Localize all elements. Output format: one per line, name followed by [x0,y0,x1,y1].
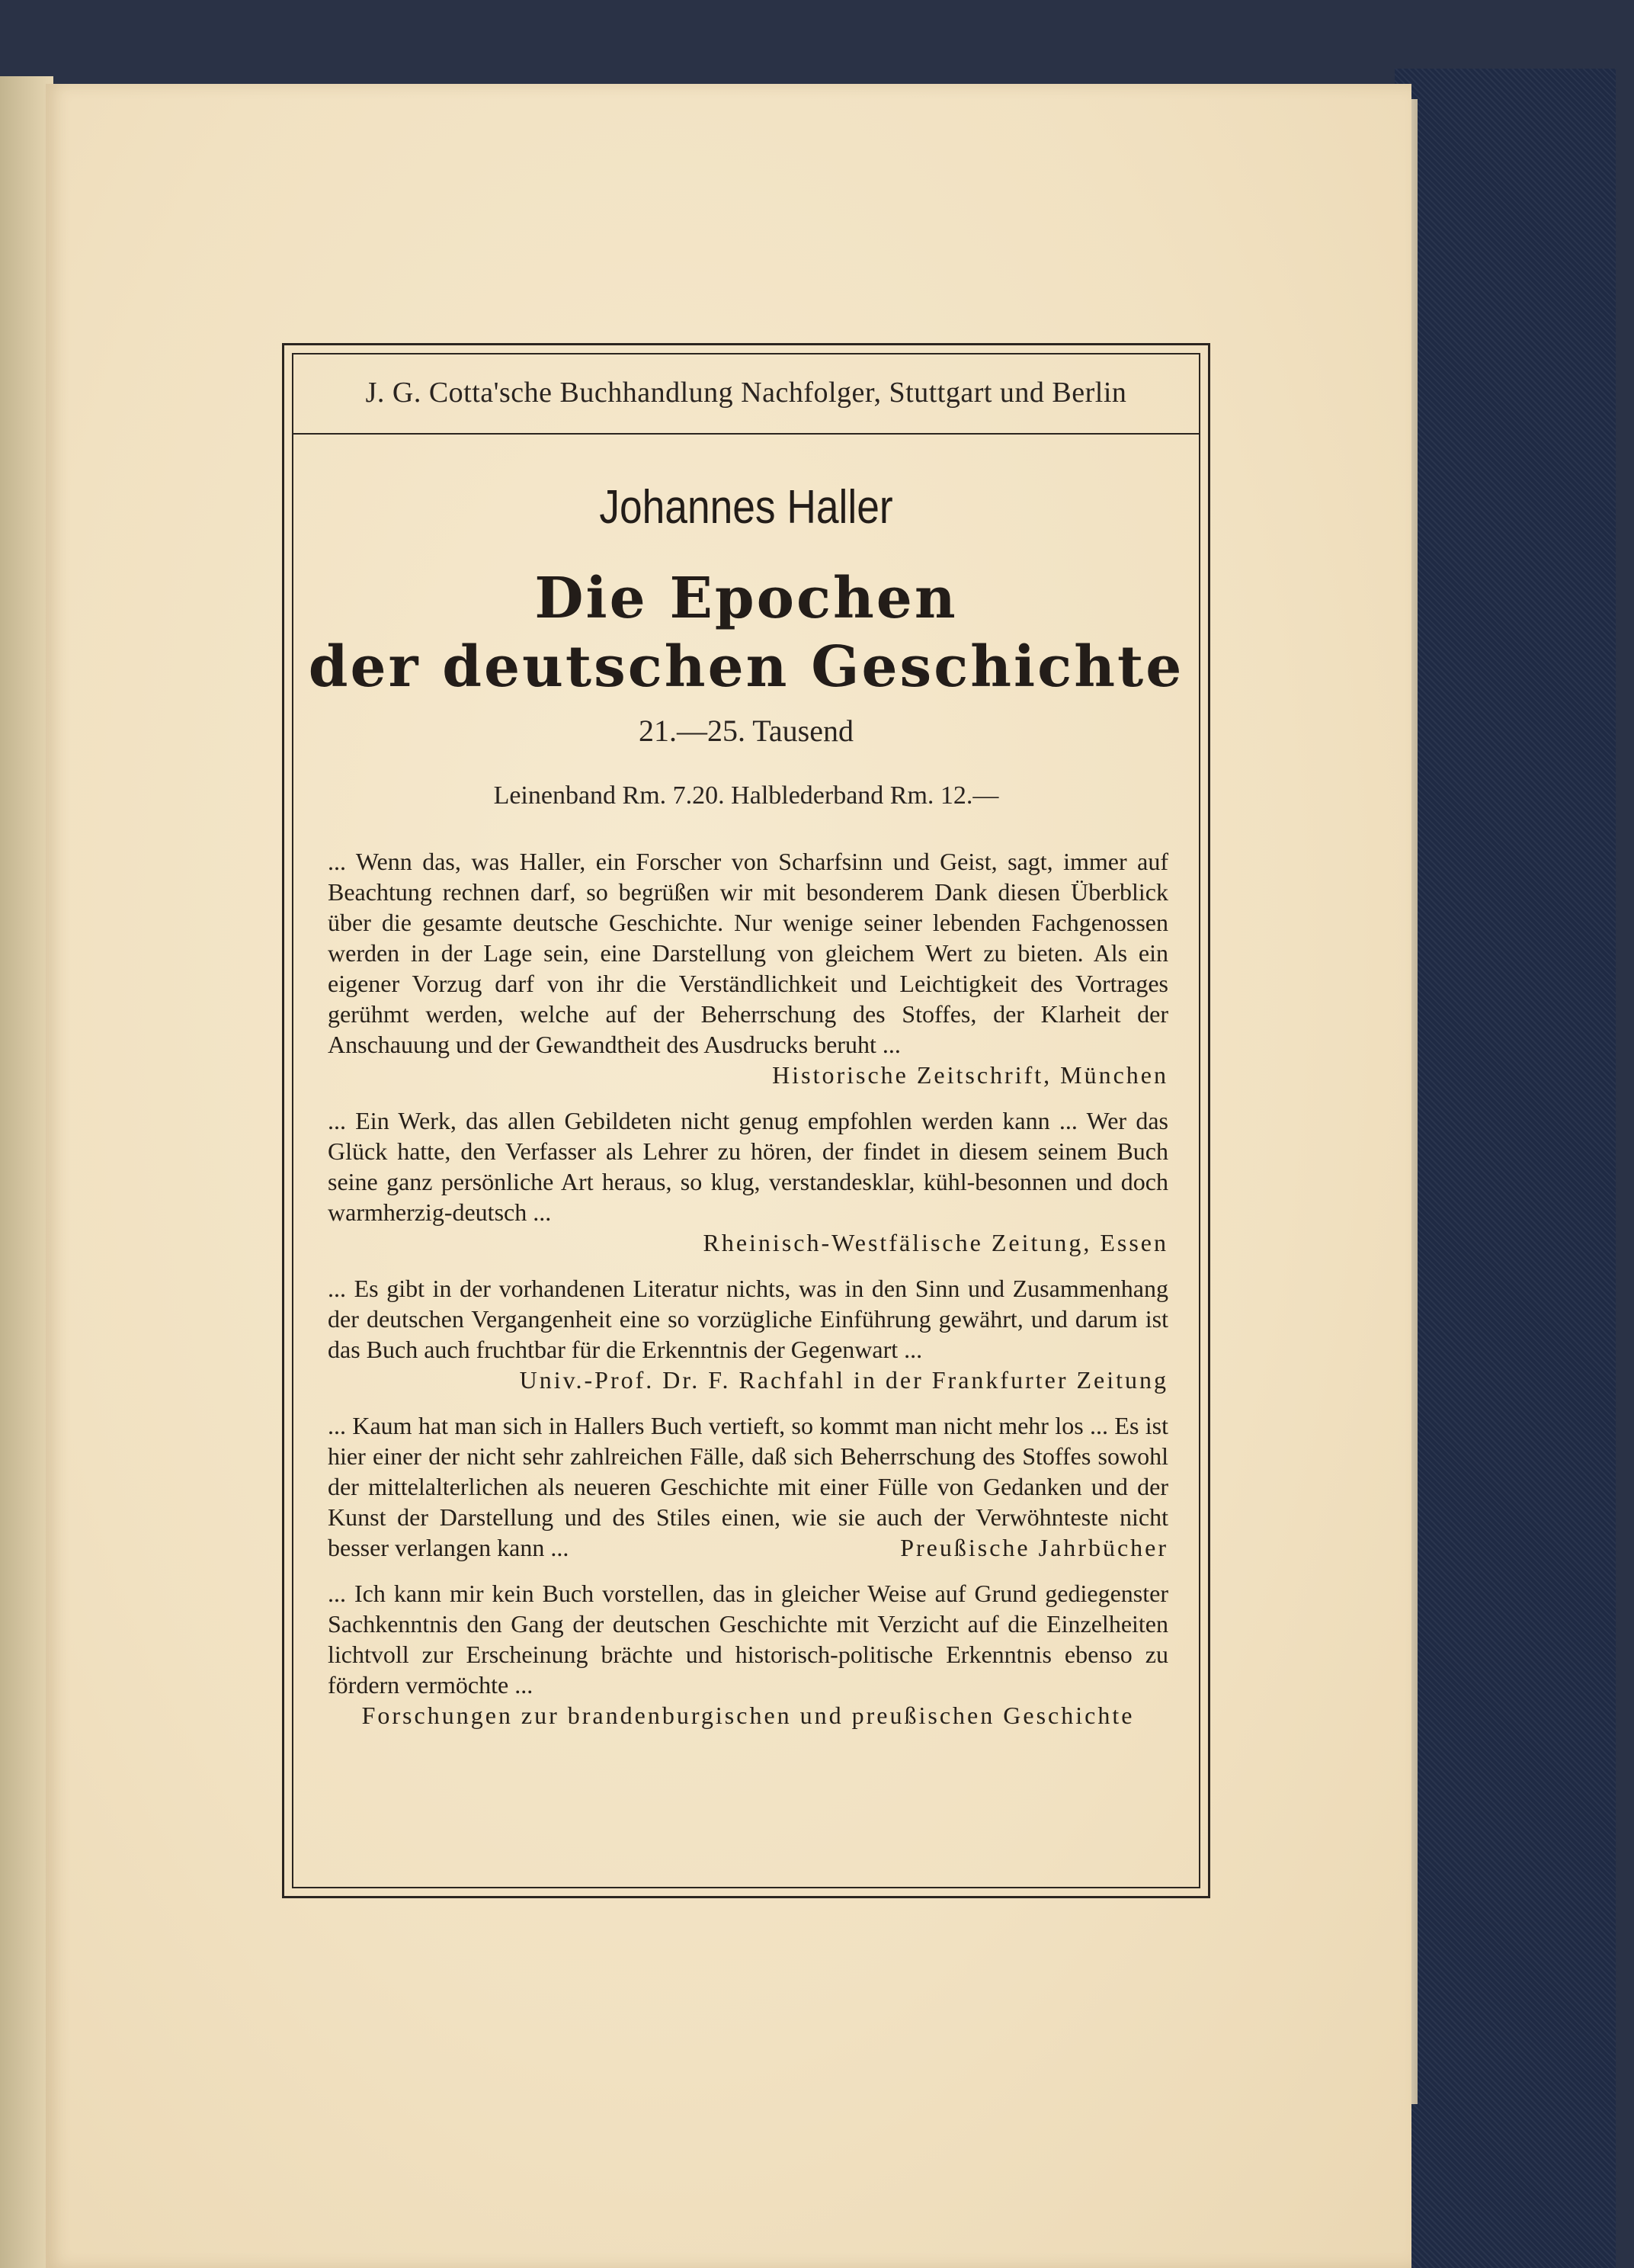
review-source: Historische Zeitschrift, München [772,1061,1168,1089]
book-cover-cloth [1395,69,1616,2268]
review-source: Univ.-Prof. Dr. F. Rachfahl in der Frankfurter Zeitung [519,1366,1168,1394]
review-item [328,1410,1168,1563]
book-page [46,84,1411,2268]
advertisement-frame [282,343,1210,1898]
review-quote: ... Kaum hat man sich in Hallers Buch vertieft, so kommt man nicht mehr los ... Es ist hier einer der nicht sehr zahlreichen Fälle, daß sich Beherrschung des Stoffes sowohl der mittelalterlichen als neueren Geschichte mit einer Fülle von Gedanken und der Kunst der Darstellung und des Stiles einen, wie sie auch der Verwöhnteste nicht besser verlangen kann ... [328,1412,1168,1561]
review-source: Forschungen zur brandenburgischen und preußischen Geschichte [361,1702,1135,1729]
review-source: Preußische Jahrbücher [900,1534,1168,1561]
review-source: Rheinisch-Westfälische Zeitung, Essen [703,1229,1168,1256]
publisher-rule [293,433,1199,435]
advertisement-inner-frame [292,353,1200,1888]
review-quote: ... Ein Werk, das allen Gebildeten nicht genug empfohlen werden kann ... Wer das Glück hatte, den Verfasser als Lehrer zu hören, der findet in diesem seinem Buch seine ganz persönliche Art heraus, so klug, verstandesklar, kühl-besonnen und doch warmherzig-deutsch ... [328,1107,1168,1226]
review-quote: ... Ich kann mir kein Buch vorstellen, das in gleicher Weise auf Grund gediegenster Sachkenntnis den Gang der deutschen Geschichte mit Verzicht auf die Einzelheiten lichtvoll zur Erscheinung brächte und historisch-politische Erkenntnis ebenso zu fördern vermöchte ... [328,1580,1168,1699]
title-line-2: der deutschen Geschichte [308,634,1184,700]
edition-info: 21.—25. Tausend [639,714,854,748]
review-quote: ... Wenn das, was Haller, ein Forscher von Scharfsinn und Geist, sagt, immer auf Beachtung rechnen darf, so begrüßen wir mit besonderem Dank diesen Überblick über die gesamte deutsche Geschichte. Nur wenige seiner lebenden Fachgenossen werden in der Lage sein, eine Darstellung von gleichem Wert zu bieten. Als ein eigener Vorzug darf von ihr die Verständlichkeit und Leichtigkeit des Vortrages gerühmt werden, welche auf der Beherrschung des Stoffes, der Klarheit der Anschauung und der Gewandtheit des Ausdrucks beruht ... [328,848,1168,1058]
title-line-1: Die Epochen [534,566,958,631]
review-item [328,1578,1168,1731]
review-item [328,846,1168,1090]
review-list [328,846,1168,1746]
author-name: Johannes Haller [599,481,893,534]
book-title [293,564,1199,701]
publisher-line: J. G. Cotta'sche Buchhandlung Nachfolger, Stuttgart und Berlin [365,377,1127,409]
review-item [328,1105,1168,1258]
review-item [328,1273,1168,1395]
price-info: Leinenband Rm. 7.20. Halblederband Rm. 12.— [493,781,999,810]
review-quote: ... Es gibt in der vorhandenen Literatur nichts, was in den Sinn und Zusammenhang der deutschen Vergangenheit eine so vorzügliche Einführung gewährt, und darum ist das Buch auch fruchtbar für die Erkenntnis der Gegenwart ... [328,1275,1168,1363]
